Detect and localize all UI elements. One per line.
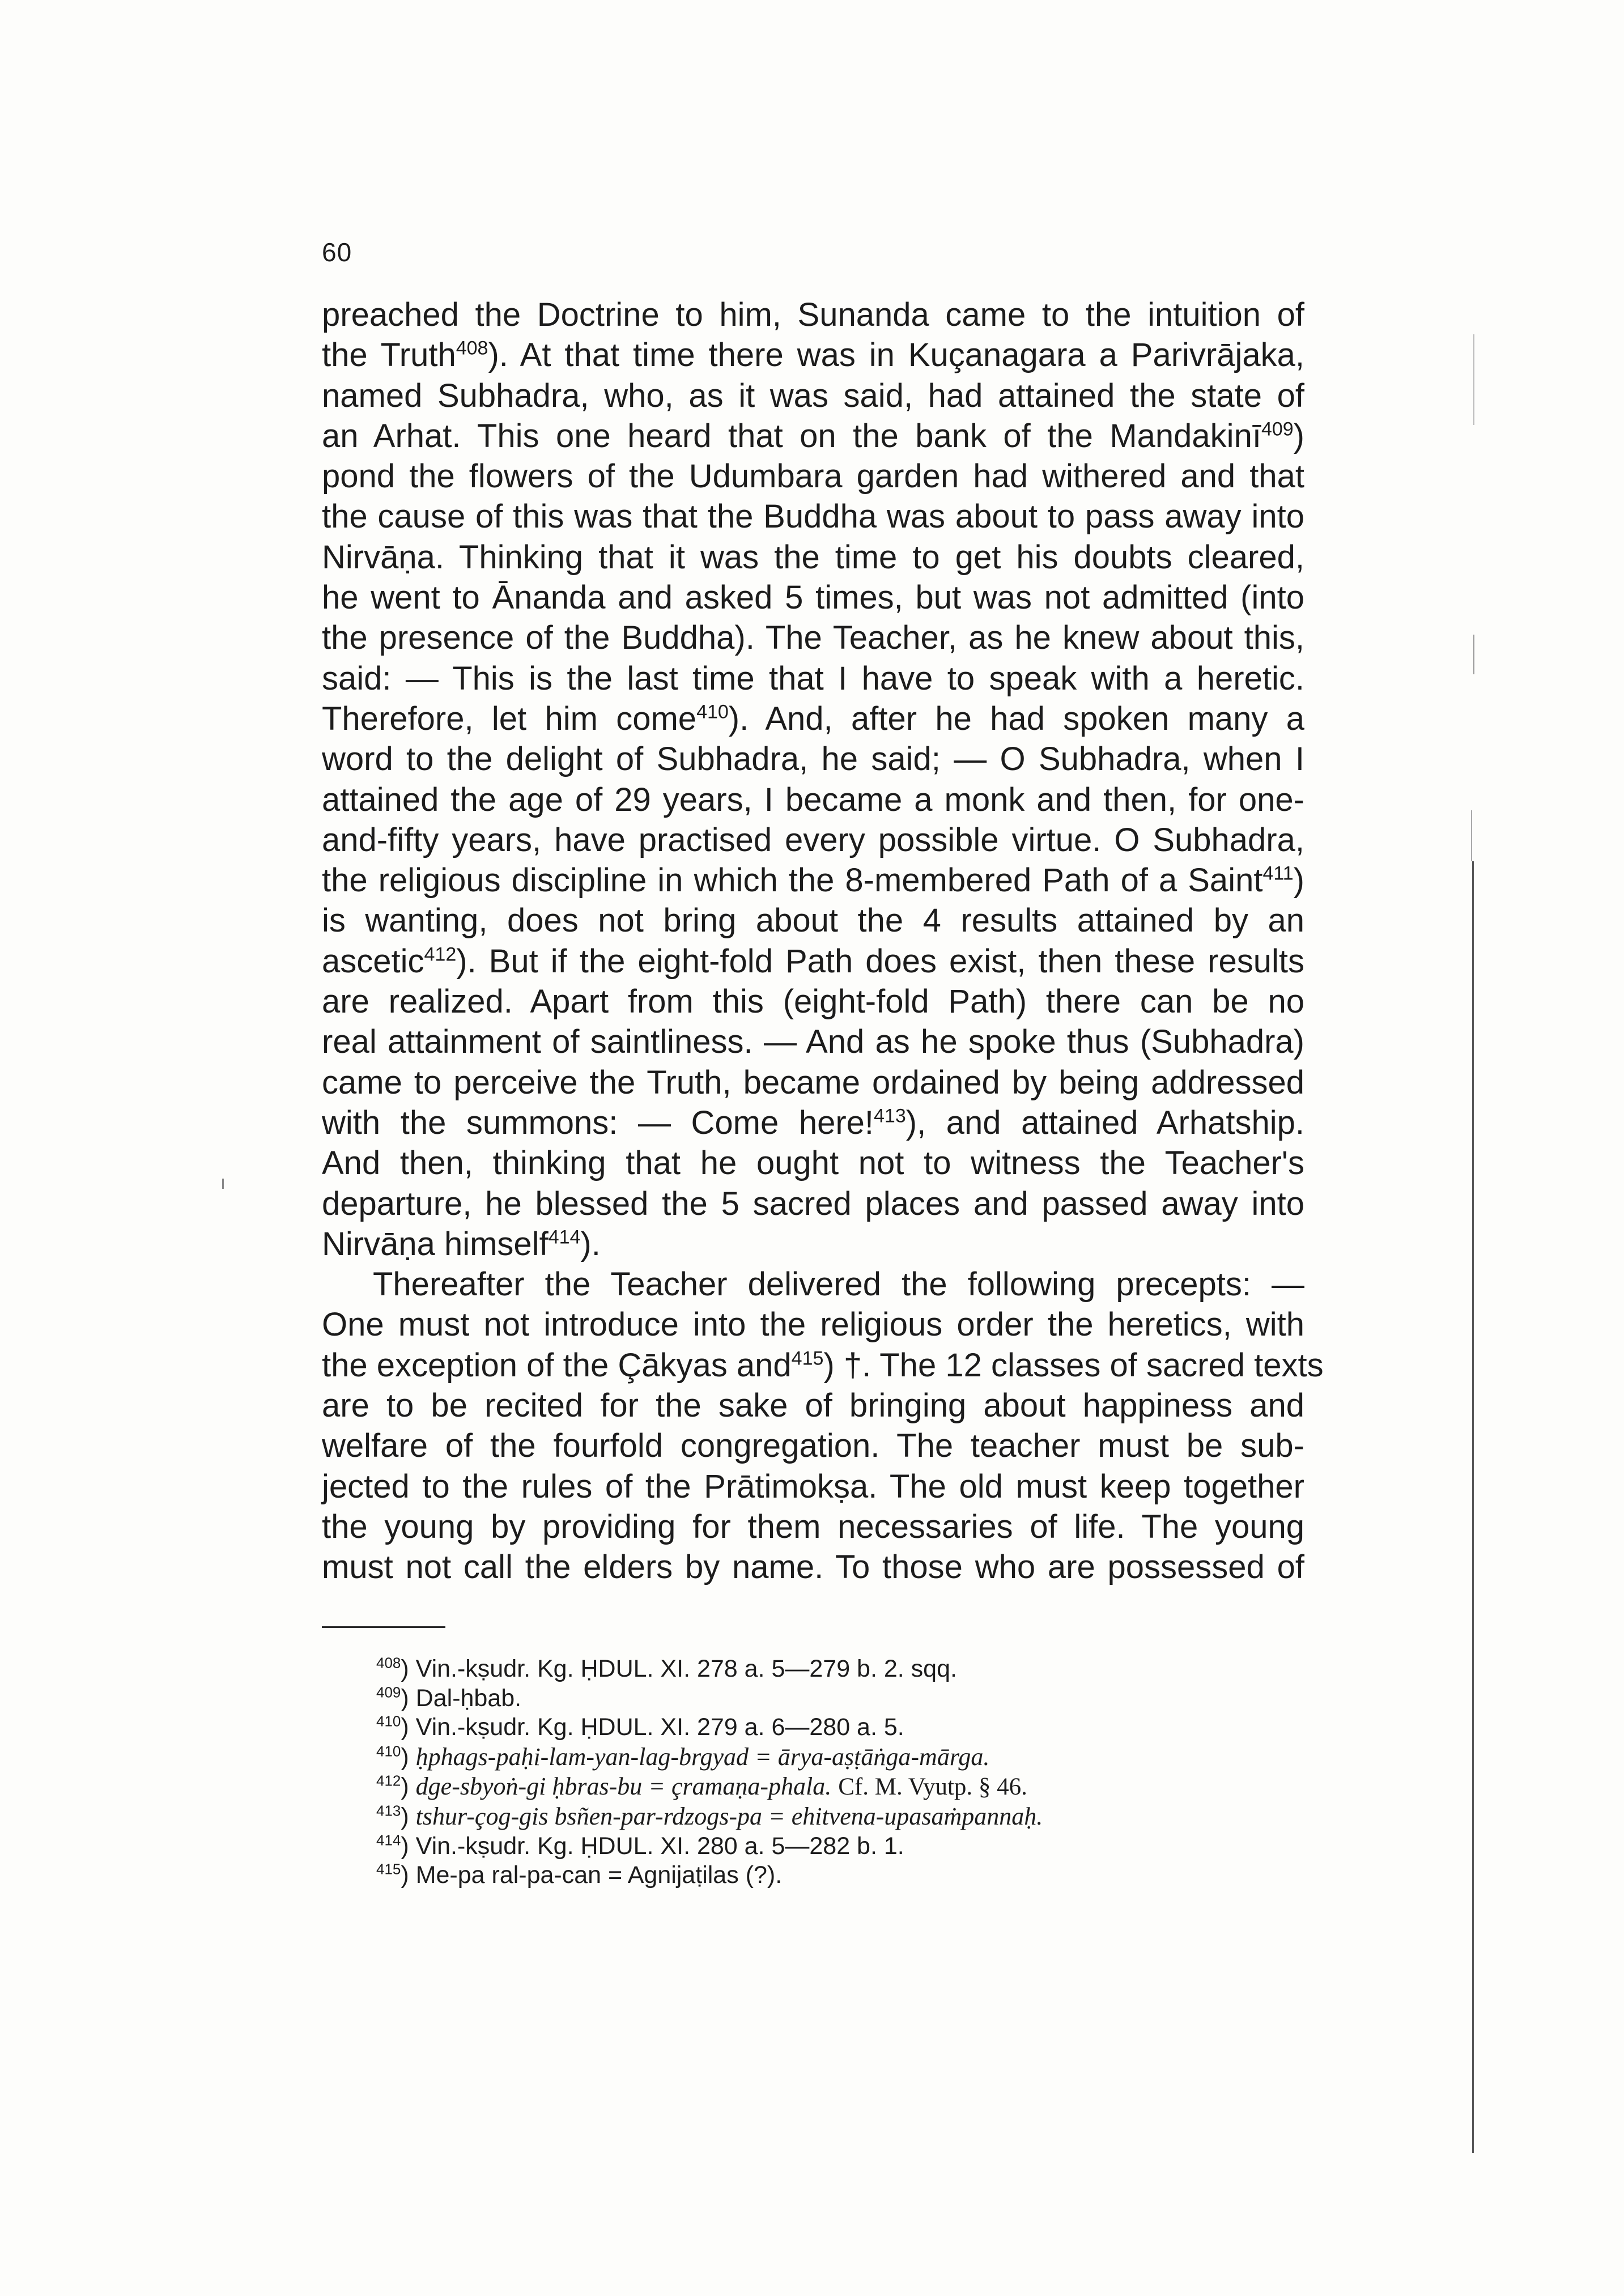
text-line: departure, he blessed the 5 sacred places and passed away into [322, 1185, 1304, 1222]
text-line: the exception of the Çākyas and$^{415}$) †. The 12 classes of sacred texts [322, 1346, 1324, 1384]
text-line: pond the flowers of the Udumbara garden had withered and that [322, 458, 1304, 495]
text-line: the Truth$^{408}$). At that time there was in Kuçanagara a Parivrājaka, [322, 337, 1304, 374]
footnotes [376, 1655, 1226, 1890]
main-text [322, 295, 1324, 1588]
text-line: are realized. Apart from this (eight-fold Path) there can be no [322, 983, 1304, 1021]
text-line: welfare of the fourfold congregation. The teacher must be sub- [322, 1427, 1304, 1465]
footnote-ref: 410 [696, 701, 729, 723]
text-line: the young by providing for them necessaries of life. The young [322, 1508, 1304, 1545]
text-line: is wanting, does not bring about the 4 results attained by an [322, 902, 1304, 939]
text-line: the religious discipline in which the 8-membered Path of a Saint$^{411}$) [322, 862, 1304, 899]
text-line: real attainment of saintliness. — And as he spoke thus (Subhadra) [322, 1023, 1304, 1061]
footnote-ref: 411 [1262, 862, 1294, 885]
footnote: $^{412}$) dge-sbyoṅ-gi ḥbras-bu = çramaṇa-phala. Cf. M. Vyutp. § 46. [376, 1772, 1027, 1801]
text-line: Thereafter the Teacher delivered the following precepts: — [373, 1266, 1304, 1303]
scan-mark [1473, 635, 1474, 674]
text-line: and-fifty years, have practised every possible virtue. O Subhadra, [322, 821, 1304, 858]
text-line: And then, thinking that he ought not to witness the Teacher's [322, 1145, 1304, 1182]
footnote-ref: 412 [424, 943, 457, 966]
footnote-separator [322, 1626, 445, 1628]
footnote: $^{410}$) Vin.-kṣudr. Kg. ḤDUL. XI. 279 a. 6—280 a. 5. [376, 1712, 904, 1741]
text-line: the cause of this was that the Buddha was about to pass away into [322, 498, 1304, 535]
footnote-ref: 413 [874, 1105, 906, 1127]
footnote: $^{408}$) Vin.-kṣudr. Kg. ḤDUL. XI. 278 a. 5—279 b. 2. sqq. [376, 1654, 957, 1682]
text-line: ascetic$^{412}$). But if the eight-fold Path does exist, then these results [322, 942, 1304, 980]
text-line: came to perceive the Truth, became ordained by being addressed [322, 1064, 1304, 1101]
paragraph-1 [322, 295, 1304, 1264]
text-line: Nirvāṇa himself$^{414}$). [322, 1225, 601, 1262]
scan-mark [1473, 334, 1474, 425]
text-line: word to the delight of Subhadra, he said; — O Subhadra, when I [322, 741, 1304, 778]
footnote: $^{410}$) ḥphags-paḥi-lam-yan-lag-brgyad = ārya-aṣṭāṅga-mārga. [376, 1742, 990, 1771]
text-line: are to be recited for the sake of bringing about happiness and [322, 1387, 1304, 1425]
text-line: One must not introduce into the religious order the heretics, with [322, 1306, 1304, 1343]
page-number: 60 [322, 237, 352, 267]
scan-mark [1472, 861, 1474, 2153]
footnote-ref: 414 [548, 1226, 581, 1248]
scan-mark [222, 1179, 224, 1189]
footnote: $^{415}$) Me-pa ral-pa-can = Agnijaṭilas (?). [376, 1860, 783, 1889]
footnote-ref: 415 [791, 1347, 824, 1370]
text-line: the presence of the Buddha). The Teacher, as he knew about this, [322, 619, 1304, 657]
footnote: $^{413}$) tshur-çog-gis bsñen-par-rdzogs-pa = ehitvena-upasaṁpannaḥ. [376, 1802, 1043, 1830]
text-line: named Subhadra, who, as it was said, had attained the state of [322, 377, 1304, 414]
text-line: Nirvāṇa. Thinking that it was the time to get his doubts cleared, [322, 538, 1304, 576]
paragraph-2 [322, 1264, 1324, 1587]
footnote: $^{414}$) Vin.-kṣudr. Kg. ḤDUL. XI. 280 a. 5—282 b. 1. [376, 1831, 904, 1860]
footnote-ref: 409 [1261, 418, 1294, 440]
text-line: an Arhat. This one heard that on the bank of the Mandakinī$^{409}$) [322, 417, 1304, 454]
text-line: preached the Doctrine to him, Sunanda came to the intuition of [322, 296, 1304, 333]
text-line: said: — This is the last time that I have to speak with a heretic. [322, 660, 1304, 697]
text-line: Therefore, let him come$^{410}$). And, after he had spoken many a [322, 700, 1304, 737]
text-line: he went to Ānanda and asked 5 times, but was not admitted (into [322, 579, 1304, 616]
footnote-ref: 408 [456, 337, 488, 359]
text-line: must not call the elders by name. To those who are possessed of [322, 1549, 1304, 1586]
text-line: attained the age of 29 years, I became a monk and then, for one- [322, 781, 1304, 818]
text-line: jected to the rules of the Prātimokṣa. The old must keep together [322, 1468, 1304, 1505]
footnote: $^{409}$) Dal-ḥbab. [376, 1683, 522, 1712]
text-line: with the summons: — Come here!$^{413}$), and attained Arhatship. [322, 1104, 1304, 1141]
scan-mark [1471, 810, 1472, 861]
